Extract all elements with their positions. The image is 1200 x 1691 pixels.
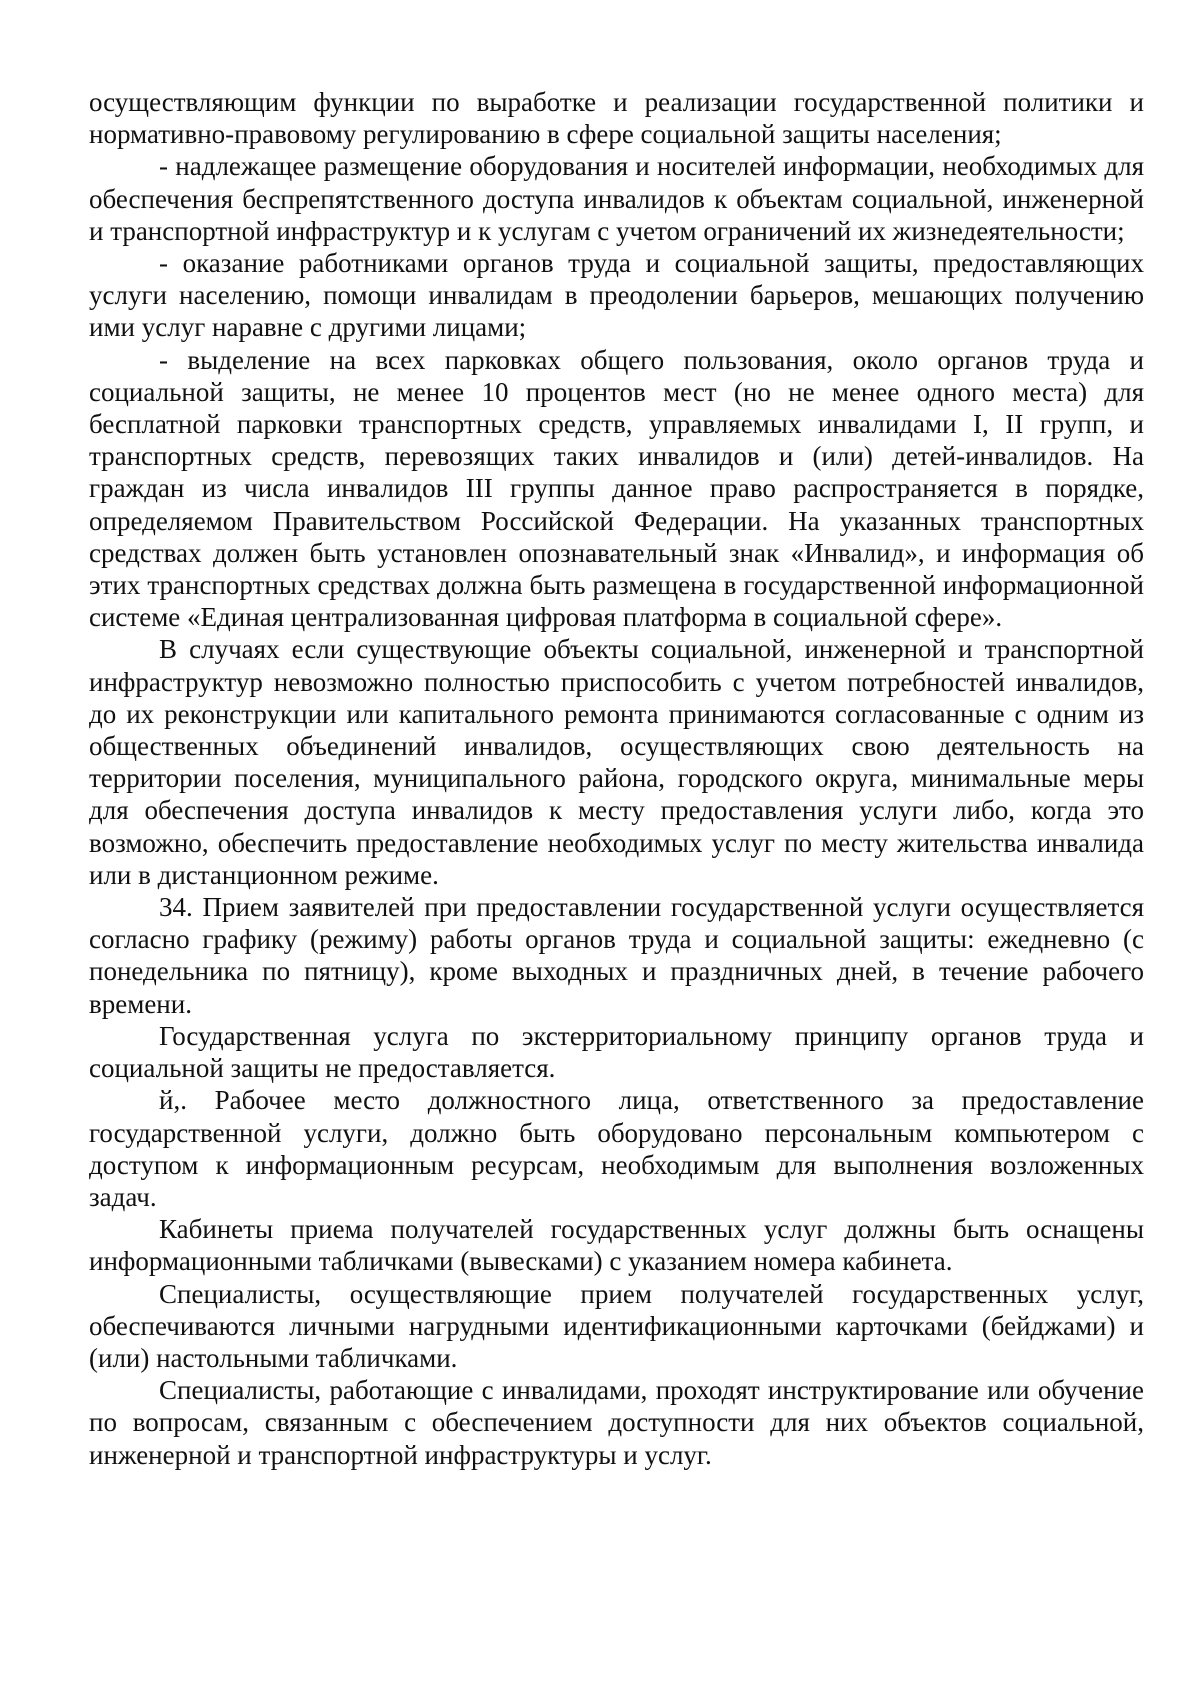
paragraph-item-34: 34. Прием заявителей при предоставлении государственной услуги осуществляется согласно графику (режиму) работы органов труда и социальной защиты: ежедневно (с понедельника по пятницу), кроме выходных и праздничных дней, в течение рабочего времени. (89, 892, 1144, 1019)
paragraph-parking: - выделение на всех парковках общего пользования, около органов труда и социальной защиты, не менее 10 процентов мест (но не менее одного места) для бесплатной парковки транспортных средств, управляемых инвалидами I, II групп, и транспортных средств, перевозящих таких инвалидов и (или) детей-инвалидов. На граждан из числа инвалидов III группы данное право распространяется в порядке, определяемом Правительством Российской Федерации. На указанных транспортных средствах должен быть установлен опознавательный знак «Инвалид», и информация об этих транспортных средствах должна быть размещена в государственной информационной системе «Единая централизованная цифровая платформа в социальной сфере». (89, 344, 1144, 633)
paragraph-badges: Специалисты, осуществляющие прием получателей государственных услуг, обеспечиваются личными нагрудными идентификационными карточками (бейджами) и (или) настольными табличками. (89, 1278, 1144, 1373)
paragraph-training: Специалисты, работающие с инвалидами, проходят инструктирование или обучение по вопросам, связанным с обеспечением доступности для них объектов социальной, инженерной и транспортной инфраструктуры и услуг. (89, 1375, 1144, 1470)
paragraph-workplace: й,. Рабочее место должностного лица, ответственного за предоставление государственной услуги, должно быть оборудовано персональным компьютером с доступом к информационным ресурсам, необходимым для выполнения возложенных задач. (89, 1085, 1144, 1212)
paragraph-office-signs: Кабинеты приема получателей государственных услуг должны быть оснащены информационными табличками (вывесками) с указанием номера кабинета. (89, 1214, 1144, 1277)
paragraph-minimal-measures: В случаях если существующие объекты социальной, инженерной и транспортной инфраструктур невозможно полностью приспособить с учетом потребностей инвалидов, до их реконструкции или капитального ремонта принимаются согласованные с одним из общественных объединений инвалидов, осуществляющих свою деятельность на территории поселения, муниципального района, городского округа, минимальные меры для обеспечения доступа инвалидов к месту предоставления услуги либо, когда это возможно, обеспечить предоставление необходимых услуг по месту жительства инвалида или в дистанционном режиме. (89, 634, 1144, 890)
paragraph-equipment-placement: - надлежащее размещение оборудования и носителей информации, необходимых для обеспечения беспрепятственного доступа инвалидов к объектам социальной, инженерной и транспортной инфраструктур и к услугам с учетом ограничений их жизнедеятельности; (89, 151, 1144, 246)
paragraph-staff-assistance: - оказание работниками органов труда и социальной защиты, предоставляющих услуги населению, помощи инвалидам в преодолении барьеров, мешающих получению ими услуг наравне с другими лицами; (89, 248, 1144, 343)
paragraph-continuation: осуществляющим функции по выработке и реализации государственной политики и нормативно-правовому регулированию в сфере социальной защиты населения; (89, 87, 1144, 150)
paragraph-extraterritorial: Государственная услуга по экстерриториальному принципу органов труда и социальной защиты не предоставляется. (89, 1020, 1144, 1084)
